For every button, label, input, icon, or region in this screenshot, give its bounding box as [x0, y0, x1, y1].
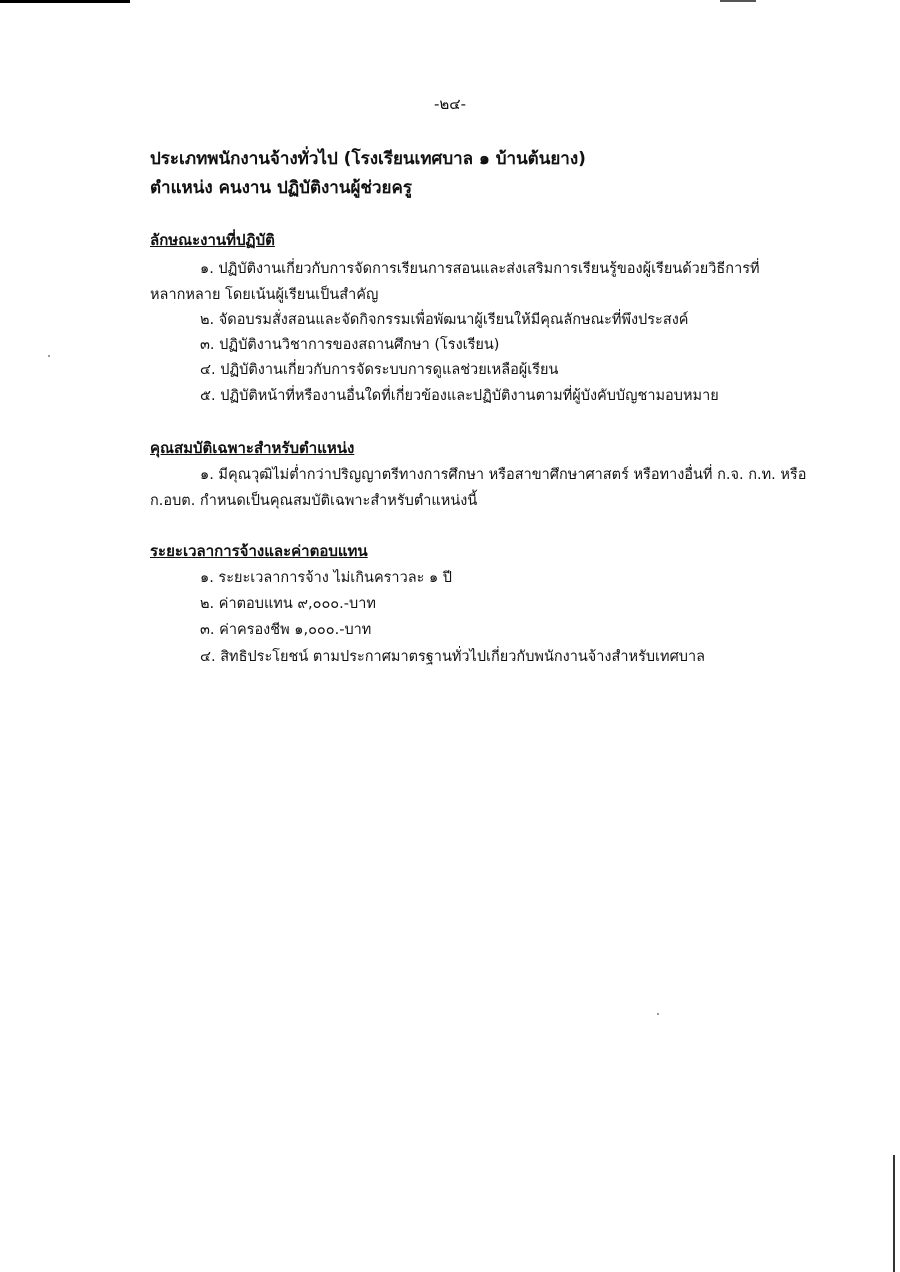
employment-item-1: ๑. ระยะเวลาการจ้าง ไม่เกินคราวละ ๑ ปี [200, 570, 453, 586]
duty-item-1-continued: หลากหลาย โดยเน้นผู้เรียนเป็นสำคัญ [150, 287, 379, 303]
qualifications-heading: คุณสมบัติเฉพาะสำหรับตำแหน่ง [150, 439, 355, 457]
duty-item-2: ๒. จัดอบรมสั่งสอนและจัดกิจกรรมเพื่อพัฒนาผู้เรียนให้มีคุณลักษณะที่พึงประสงค์ [200, 312, 689, 328]
qualification-item-1-continued: ก.อบต. กำหนดเป็นคุณสมบัติเฉพาะสำหรับตำแหน่งนี้ [150, 493, 478, 509]
qualification-item-1: ๑. มีคุณวุฒิไม่ต่ำกว่าปริญญาตรีทางการศึกษา หรือสาขาศึกษาศาสตร์ หรือทางอื่นที่ ก.จ. ก.ท. หรือ [200, 467, 807, 483]
duty-item-4: ๔. ปฏิบัติงานเกี่ยวกับการจัดระบบการดูแลช่วยเหลือผู้เรียน [200, 362, 559, 378]
position-type-title: ประเภทพนักงานจ้างทั่วไป (โรงเรียนเทศบาล ๑ บ้านต้นยาง) [150, 149, 586, 169]
duty-item-1: ๑. ปฏิบัติงานเกี่ยวกับการจัดการเรียนการสอนและส่งเสริมการเรียนรู้ของผู้เรียนด้วยวิธีการที่ [200, 261, 760, 277]
employment-heading: ระยะเวลาการจ้างและค่าตอบแทน [150, 542, 368, 560]
scan-edge-mark [720, 0, 756, 2]
scan-edge-mark [0, 0, 130, 3]
employment-item-2: ๒. ค่าตอบแทน ๙,๐๐๐.-บาท [200, 596, 376, 612]
duties-heading: ลักษณะงานที่ปฏิบัติ [150, 231, 275, 249]
duty-item-3: ๓. ปฏิบัติงานวิชาการของสถานศึกษา (โรงเรียน) [200, 337, 500, 353]
employment-item-3: ๓. ค่าครองชีพ ๑,๐๐๐.-บาท [200, 622, 372, 638]
employment-item-4: ๔. สิทธิประโยชน์ ตามประกาศมาตรฐานทั่วไปเกี่ยวกับพนักงานจ้างสำหรับเทศบาล [200, 649, 706, 665]
page-number: -๒๔- [433, 95, 467, 113]
scan-edge-mark [893, 1155, 895, 1272]
position-name-title: ตำแหน่ง คนงาน ปฏิบัติงานผู้ช่วยครู [150, 178, 412, 198]
duty-item-5: ๕. ปฏิบัติหน้าที่หรืองานอื่นใดที่เกี่ยวข้องและปฏิบัติงานตามที่ผู้บังคับบัญชามอบหมาย [200, 388, 719, 404]
scan-speck [657, 1013, 659, 1015]
scan-speck [48, 355, 50, 357]
